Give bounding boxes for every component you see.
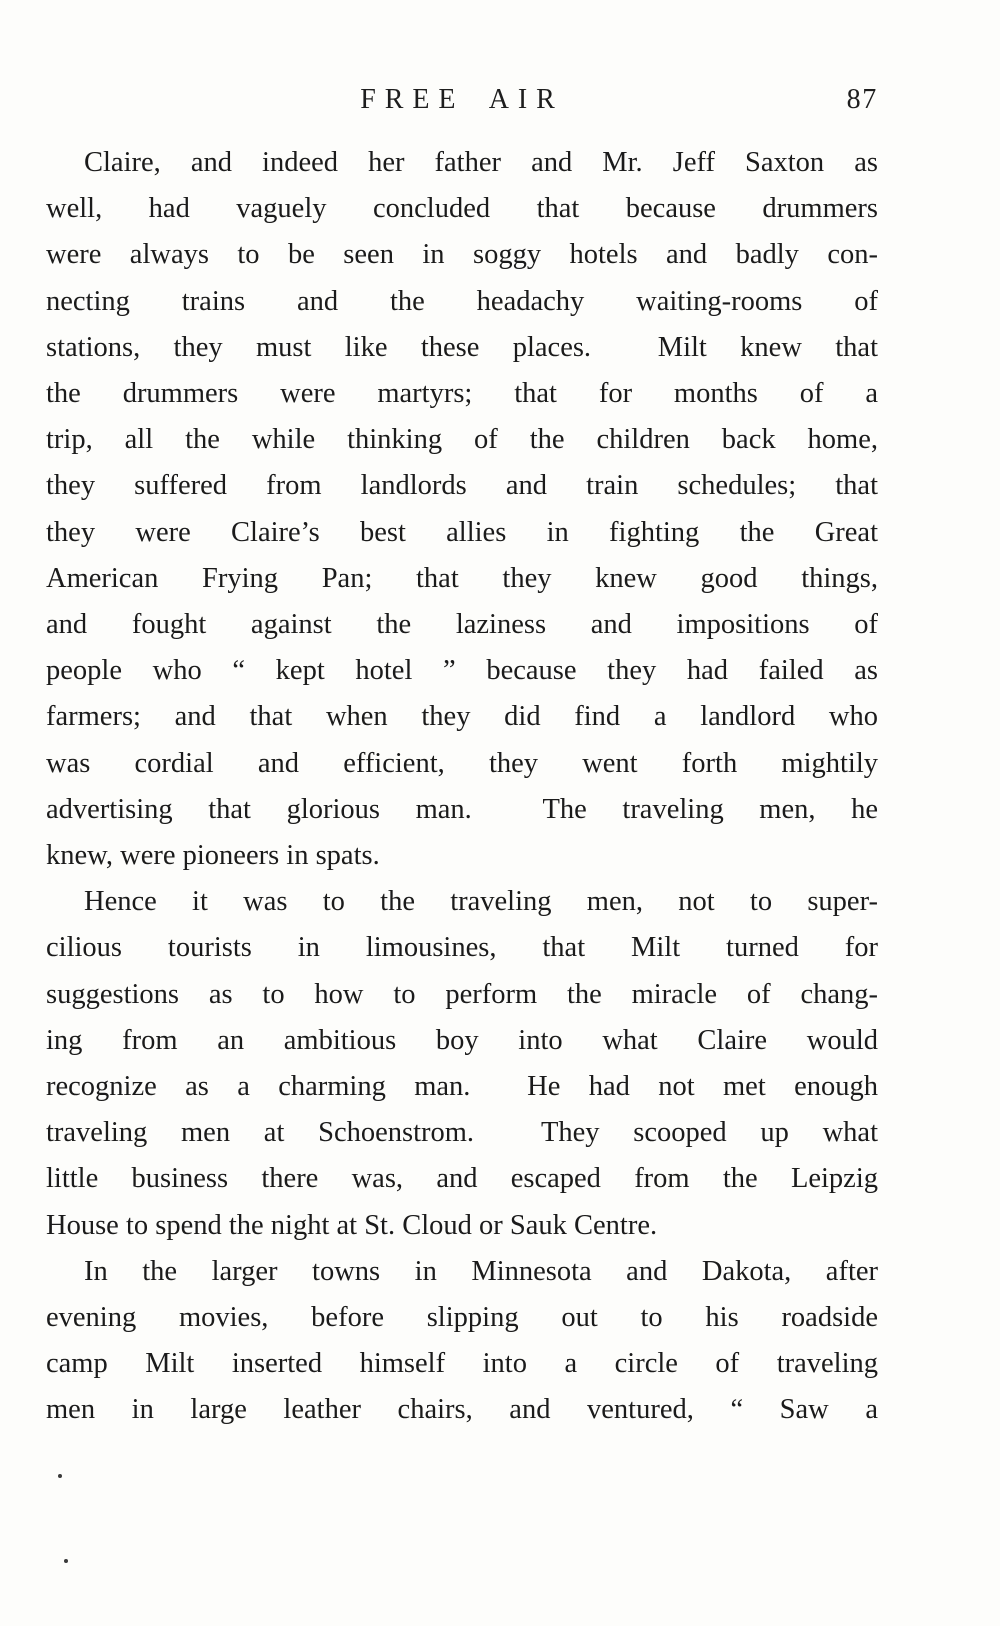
- text-line: suggestions as to how to perform the miracle of chang-: [46, 978, 878, 1010]
- text-line: In the larger towns in Minnesota and Dakota, after: [84, 1255, 878, 1287]
- text-line: well, had vaguely concluded that because drummers: [46, 193, 878, 225]
- text-line: they were Claire’s best allies in fighting the Great: [46, 516, 878, 548]
- paragraph: [46, 879, 878, 1249]
- text-line: and fought against the laziness and impositions of: [46, 609, 878, 641]
- text-line: Hence it was to the traveling men, not to super-: [84, 886, 878, 918]
- text-line: stations, they must like these places. Milt knew that: [46, 331, 878, 363]
- text-line: traveling men at Schoenstrom. They scooped up what: [46, 1117, 878, 1149]
- text-line: farmers; and that when they did find a landlord who: [46, 701, 878, 733]
- text-line: advertising that glorious man. The traveling men, he: [46, 793, 878, 825]
- text-line: men in large leather chairs, and ventured, “ Saw a: [46, 1394, 878, 1426]
- running-title: FREE AIR: [360, 84, 564, 115]
- scan-speck: [64, 1559, 68, 1563]
- text-line: people who “ kept hotel ” because they had failed as: [46, 655, 878, 687]
- text-line: House to spend the night at St. Cloud or Sauk Centre.: [46, 1209, 658, 1241]
- text-line: little business there was, and escaped from the Leipzig: [46, 1163, 878, 1195]
- text-line: the drummers were martyrs; that for months of a: [46, 378, 878, 410]
- text-line: were always to be seen in soggy hotels and badly con-: [46, 239, 878, 271]
- scan-speck: [58, 1474, 62, 1478]
- paragraph: [46, 1249, 878, 1434]
- text-line: trip, all the while thinking of the children back home,: [46, 424, 878, 456]
- text-line: Claire, and indeed her father and Mr. Jeff Saxton as: [84, 147, 878, 178]
- text-line: ing from an ambitious boy into what Claire would: [46, 1024, 878, 1056]
- paragraph: [46, 140, 878, 879]
- page-number: 87: [846, 84, 878, 115]
- page-text: [46, 140, 878, 1434]
- text-line: knew, were pioneers in spats.: [46, 840, 380, 872]
- page-header: [46, 84, 878, 124]
- text-line: evening movies, before slipping out to his roadside: [46, 1302, 878, 1334]
- text-line: recognize as a charming man. He had not met enough: [46, 1071, 878, 1103]
- text-line: cilious tourists in limousines, that Milt turned for: [46, 932, 878, 964]
- text-line: camp Milt inserted himself into a circle of traveling: [46, 1348, 878, 1380]
- text-line: was cordial and efficient, they went forth mightily: [46, 747, 878, 779]
- text-line: necting trains and the headachy waiting-rooms of: [46, 285, 878, 317]
- text-line: they suffered from landlords and train schedules; that: [46, 470, 878, 502]
- text-line: American Frying Pan; that they knew good things,: [46, 562, 878, 594]
